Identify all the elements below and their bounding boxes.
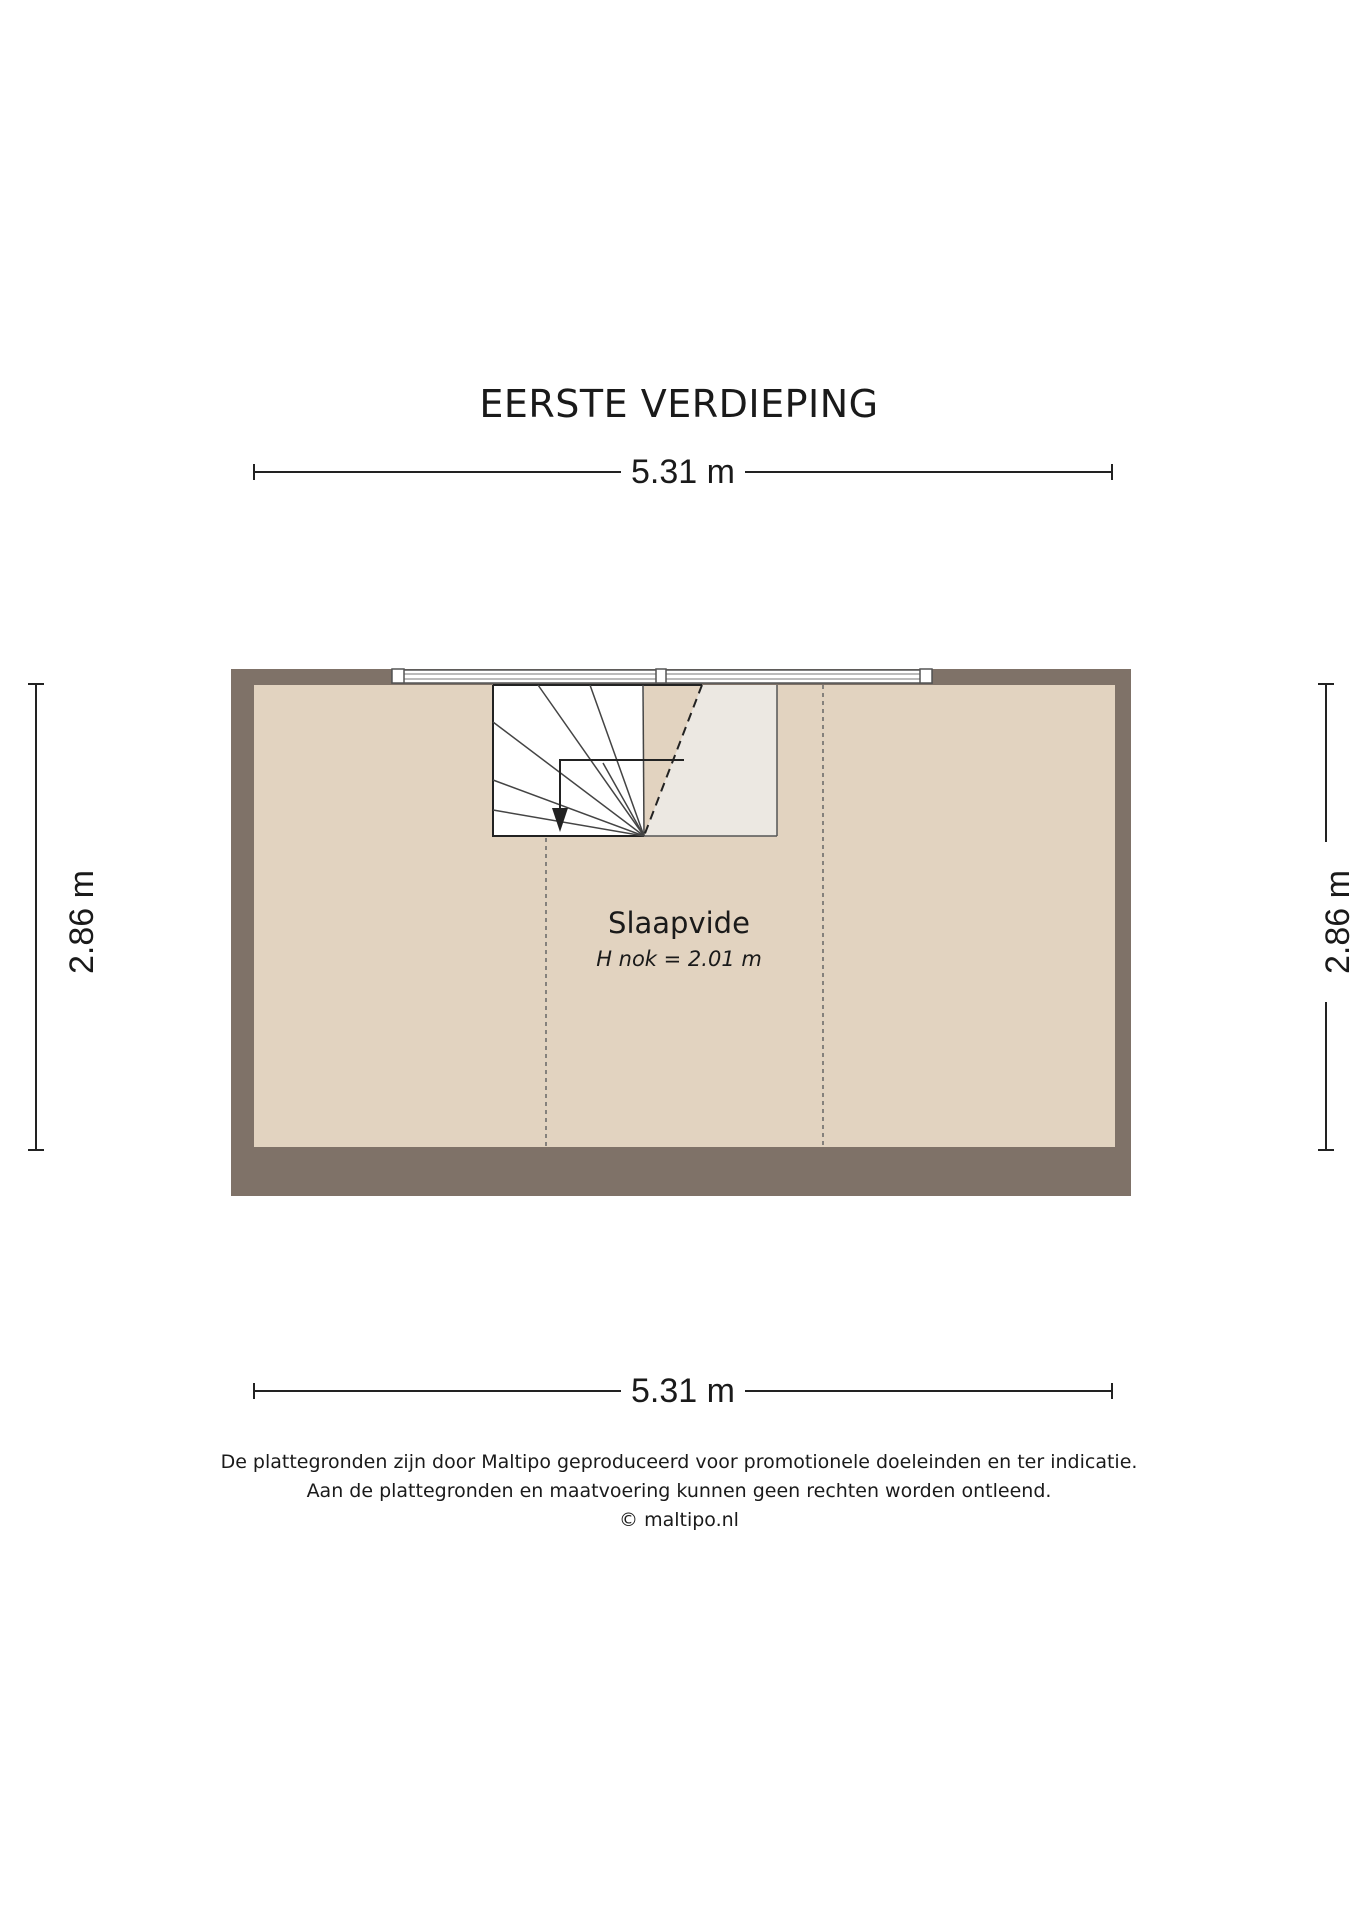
dimension-label-top: 5.31 m [621, 452, 745, 492]
dimension-label-right: 2.86 m [1318, 842, 1358, 1002]
disclaimer-line-2: Aan de plattegronden en maatvoering kunnen geen rechten worden ontleend. [306, 1480, 1052, 1502]
staircase [493, 685, 777, 836]
disclaimer-line-3: © maltipo.nl [619, 1509, 739, 1531]
dimension-label-bottom: 5.31 m [621, 1371, 745, 1411]
room-name: Slaapvide [608, 906, 750, 940]
room-height-note: H nok = 2.01 m [596, 947, 762, 971]
disclaimer-line-1: De plattegronden zijn door Maltipo geproduceerd voor promotionele doeleinden en ter indicatie. [220, 1451, 1138, 1473]
dimension-label-left: 2.86 m [62, 842, 102, 1002]
window [392, 669, 932, 683]
disclaimer [0, 1448, 1358, 1535]
floor-title: EERSTE VERDIEPING [479, 382, 879, 426]
